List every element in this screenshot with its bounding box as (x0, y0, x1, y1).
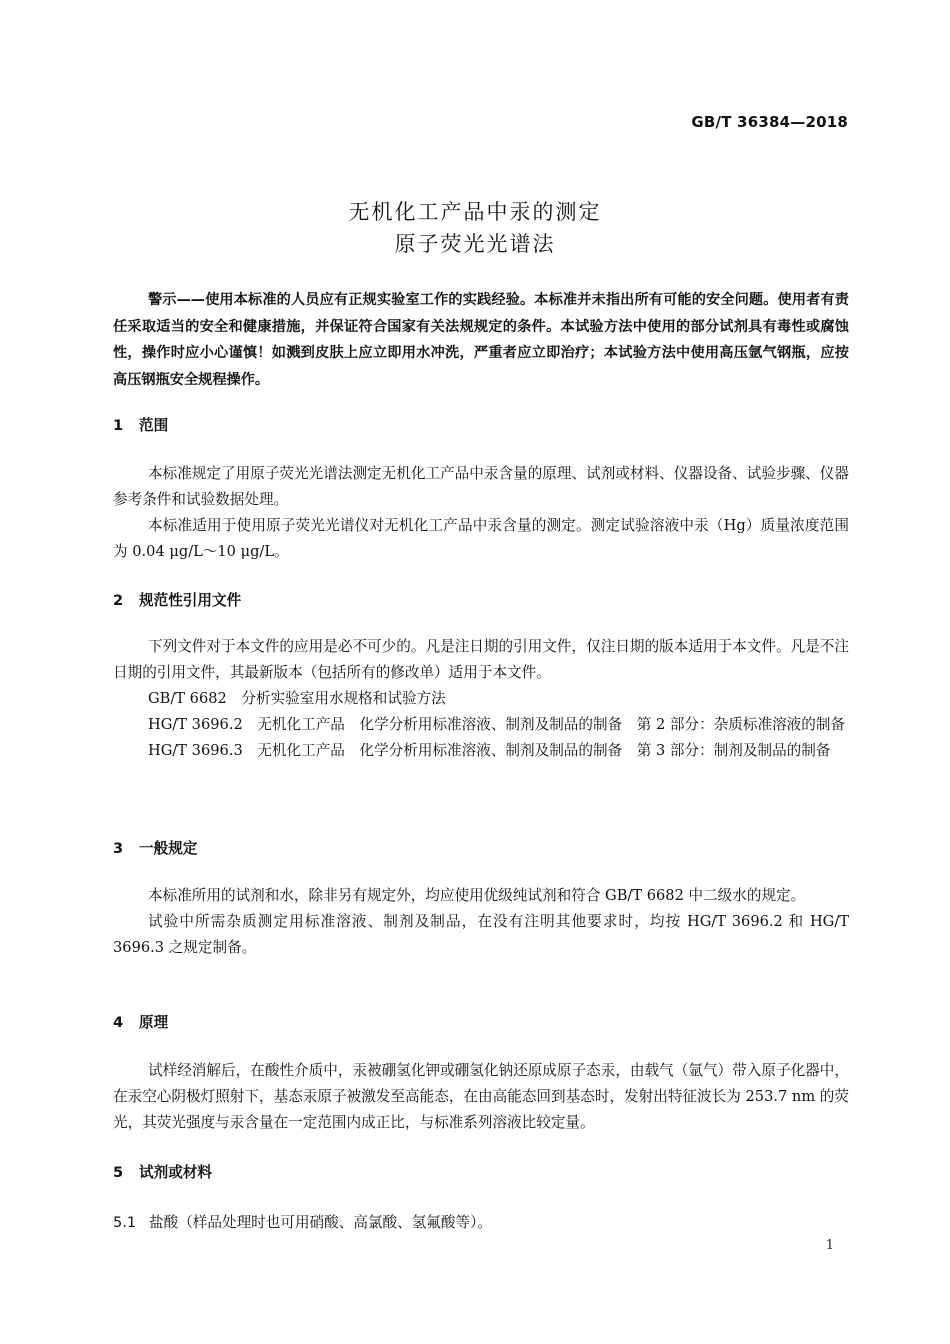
section-title: 原理 (139, 1014, 169, 1031)
section-heading-1 (113, 414, 168, 435)
section-title: 一般规定 (139, 840, 198, 857)
section-number: 5 (113, 1164, 124, 1181)
paragraph: 本标准所用的试剂和水，除非另有规定外，均应使用优级纯试剂和符合 GB/T 6682 中二级水的规定。 (148, 887, 806, 904)
section-heading-3 (113, 837, 197, 858)
reference-item: HG/T 3696.2 无机化工产品 化学分析用标准溶液、制剂及制品的制备 第 2 部分：杂质标准溶液的制备 (148, 716, 846, 733)
section-heading-2 (113, 589, 241, 610)
reference-item: GB/T 6682 分析实验室用水规格和试验方法 (148, 690, 446, 707)
section-body-1 (113, 461, 849, 565)
document-subtitle: 原子荧光光谱法 (394, 232, 556, 256)
paragraph: 试样经消解后，在酸性介质中，汞被硼氢化钾或硼氢化钠还原成原子态汞，由载气（氩气）带入原子化器中，在汞空心阴极灯照射下，基态汞原子被激发至高能态，在由高能态回到基态时，发射出特征波长为 253.7 nm 的荧光，其荧光强度与汞含量在一定范围内成正比，与标准系列溶液比较定量。 (113, 1062, 849, 1131)
section-title: 规范性引用文件 (139, 592, 242, 609)
subsection-number: 5.1 (113, 1214, 137, 1231)
section-title: 范围 (139, 417, 169, 434)
subsection-text: 盐酸（样品处理时也可用硝酸、高氯酸、氢氟酸等）。 (149, 1214, 492, 1231)
section-number: 3 (113, 840, 124, 857)
document-title: 无机化工产品中汞的测定 (348, 200, 602, 224)
section-body-2 (113, 634, 849, 764)
reference-item: HG/T 3696.3 无机化工产品 化学分析用标准溶液、制剂及制品的制备 第 3 部分：制剂及制品的制备 (148, 742, 831, 759)
paragraph: 本标准适用于使用原子荧光光谱仪对无机化工产品中汞含量的测定。测定试验溶液中汞（Hg）质量浓度范围为 0.04 μg/L～10 μg/L。 (113, 517, 849, 560)
section-title: 试剂或材料 (139, 1164, 212, 1181)
page-number: 1 (825, 1238, 834, 1253)
section-heading-4 (113, 1011, 168, 1032)
section-body-3 (113, 883, 849, 961)
standard-code: GB/T 36384—2018 (691, 113, 848, 131)
subsection-5-1 (113, 1211, 492, 1232)
section-number: 2 (113, 592, 124, 609)
section-number: 1 (113, 417, 124, 434)
paragraph: 下列文件对于本文件的应用是必不可少的。凡是注日期的引用文件，仅注日期的版本适用于本文件。凡是不注日期的引用文件，其最新版本（包括所有的修改单）适用于本文件。 (113, 638, 849, 681)
paragraph: 本标准规定了用原子荧光光谱法测定无机化工产品中汞含量的原理、试剂或材料、仪器设备、试验步骤、仪器参考条件和试验数据处理。 (113, 465, 849, 508)
section-body-4 (113, 1058, 849, 1136)
section-number: 4 (113, 1014, 124, 1031)
paragraph: 试验中所需杂质测定用标准溶液、制剂及制品，在没有注明其他要求时，均按 HG/T 3696.2 和 HG/T 3696.3 之规定制备。 (113, 913, 849, 956)
section-heading-5 (113, 1161, 212, 1182)
safety-warning: 警示——使用本标准的人员应有正规实验室工作的实践经验。本标准并未指出所有可能的安全问题。使用者有责任采取适当的安全和健康措施，并保证符合国家有关法规规定的条件。本试验方法中使用的部分试剂具有毒性或腐蚀性，操作时应小心谨慎！如溅到皮肤上应立即用水冲洗，严重者应立即治疗；本试验方法中使用高压氩气钢瓶，应按高压钢瓶安全规程操作。 (113, 292, 849, 388)
